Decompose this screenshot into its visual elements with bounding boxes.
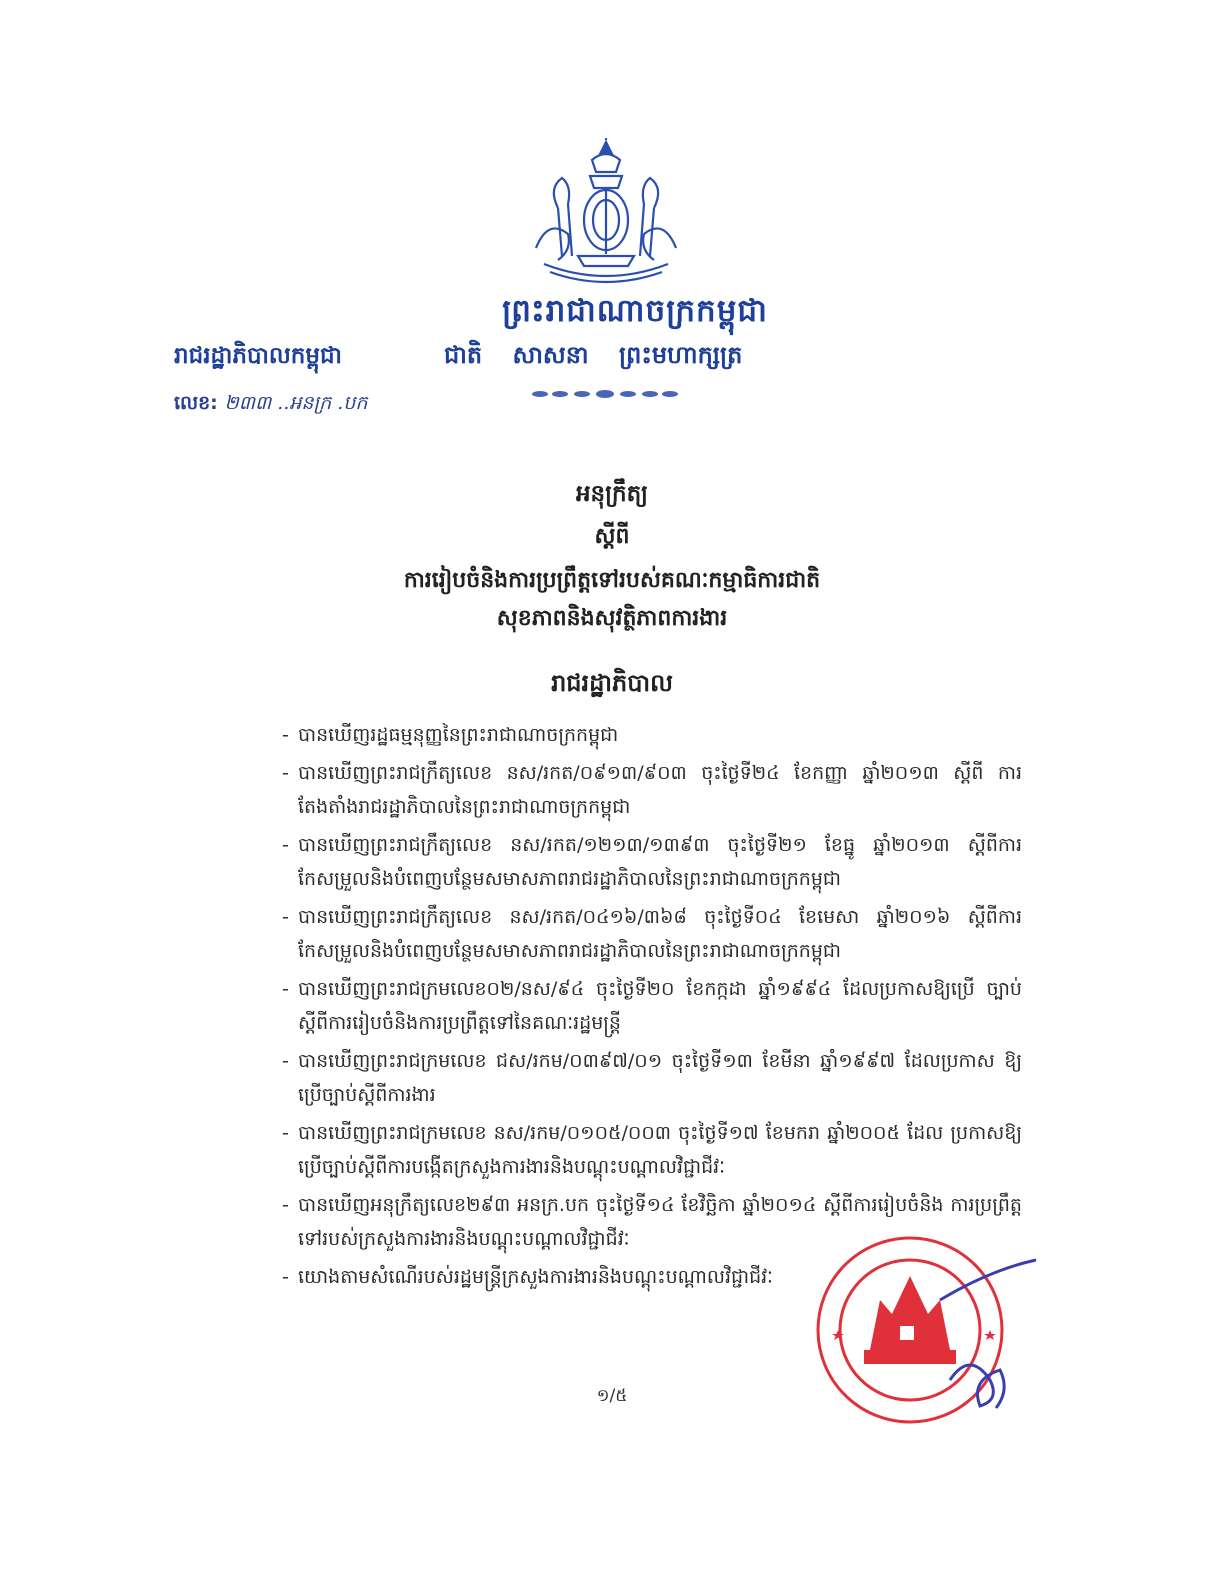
list-item: - បានឃើញព្រះរាជក្រមលេខ នស/រកម/០១០៥/០០៣ ចុះថ្ងៃទី១៧ ខែមករា ឆ្នាំ២០០៥ ដែល ប្រកាសឱ្យប្រើច្បាប់ស្ដីពីការបង្កើតក្រសួងការងារនិងបណ្ដុះបណ្ដាលវិជ្ជាជីវៈ bbox=[282, 1116, 1022, 1184]
motto-ornament-icon bbox=[530, 386, 680, 402]
list-item: - បានឃើញរដ្ឋធម្មនុញ្ញនៃព្រះរាជាណាចក្រកម្ពុជា bbox=[282, 718, 1022, 752]
list-item: - បានឃើញព្រះរាជក្រឹត្យលេខ នស/រកត/០៩១៣/៩០៣ ចុះថ្ងៃទី២៤ ខែកញ្ញា ឆ្នាំ២០១៣ ស្ដីពី ការតែងតាំងរាជរដ្ឋាភិបាលនៃព្រះរាជាណាចក្រកម្ពុជា bbox=[282, 756, 1022, 824]
issuer-heading: រាជរដ្ឋាភិបាល bbox=[551, 669, 673, 697]
document-number bbox=[174, 391, 367, 419]
royal-emblem-icon bbox=[528, 138, 684, 288]
list-item: - យោងតាមសំណើរបស់រដ្ឋមន្ត្រីក្រសួងការងារនិងបណ្ដុះបណ្ដាលវិជ្ជាជីវៈ bbox=[282, 1260, 1022, 1294]
page-number: ១/៥ bbox=[596, 1386, 628, 1406]
kingdom-title: ព្រះរាជាណាចក្រកម្ពុជា bbox=[502, 293, 768, 329]
official-seal-icon bbox=[800, 1230, 1040, 1430]
motto-king: ព្រះមហាក្សត្រ bbox=[618, 341, 743, 369]
motto-religion: សាសនា bbox=[512, 341, 589, 369]
document-type: អនុក្រឹត្យ bbox=[575, 481, 649, 507]
document-number-label: លេខ: bbox=[174, 392, 218, 414]
subject-line-2: សុខភាពនិងសុវត្ថិភាពការងារ bbox=[496, 606, 728, 631]
preamble-list bbox=[282, 718, 1022, 1298]
document-number-value: ២៣៣ ..អនក្រ .បក bbox=[224, 392, 368, 414]
motto-nation: ជាតិ bbox=[444, 341, 483, 369]
national-motto bbox=[444, 340, 742, 375]
document-about: ស្ដីពី bbox=[594, 524, 630, 549]
subject-line-1: ការរៀបចំនិងការប្រព្រឹត្តទៅរបស់គណៈកម្មាធិការជាតិ bbox=[403, 568, 821, 593]
list-item: - បានឃើញព្រះរាជក្រឹត្យលេខ នស/រកត/០៤១៦/៣៦៨ ចុះថ្ងៃទី០៤ ខែមេសា ឆ្នាំ២០១៦ ស្ដីពីការ កែសម្រួលនិងបំពេញបន្ថែមសមាសភាពរាជរដ្ឋាភិបាលនៃព្រះរាជាណាចក្រកម្ពុជា bbox=[282, 900, 1022, 968]
list-item: - បានឃើញព្រះរាជក្រមលេខ០២/នស/៩៤ ចុះថ្ងៃទី២០ ខែកក្កដា ឆ្នាំ១៩៩៤ ដែលប្រកាសឱ្យប្រើ ច្បាប់ស្ដីពីការរៀបចំនិងការប្រព្រឹត្តទៅនៃគណៈរដ្ឋមន្ត្រី bbox=[282, 972, 1022, 1040]
list-item: - បានឃើញព្រះរាជក្រមលេខ ជស/រកម/០៣៩៧/០១ ចុះថ្ងៃទី១៣ ខែមីនា ឆ្នាំ១៩៩៧ ដែលប្រកាស ឱ្យប្រើច្បាប់ស្ដីពីការងារ bbox=[282, 1044, 1022, 1112]
list-item: - បានឃើញព្រះរាជក្រឹត្យលេខ នស/រកត/១២១៣/១៣៩៣ ចុះថ្ងៃទី២១ ខែធ្នូ ឆ្នាំ២០១៣ ស្ដីពីការ កែសម្រួលនិងបំពេញបន្ថែមសមាសភាពរាជរដ្ឋាភិបាលនៃព្រះរាជាណាចក្រកម្ពុជា bbox=[282, 828, 1022, 896]
government-label: រាជរដ្ឋាភិបាលកម្ពុជា bbox=[174, 343, 342, 369]
list-item: - បានឃើញអនុក្រឹត្យលេខ២៩៣ អនក្រ.បក ចុះថ្ងៃទី១៤ ខែវិច្ឆិកា ឆ្នាំ២០១៤ ស្ដីពីការរៀបចំនិង ការប្រព្រឹត្តទៅរបស់ក្រសួងការងារនិងបណ្ដុះបណ្ដាលវិជ្ជាជីវៈ bbox=[282, 1188, 1022, 1256]
